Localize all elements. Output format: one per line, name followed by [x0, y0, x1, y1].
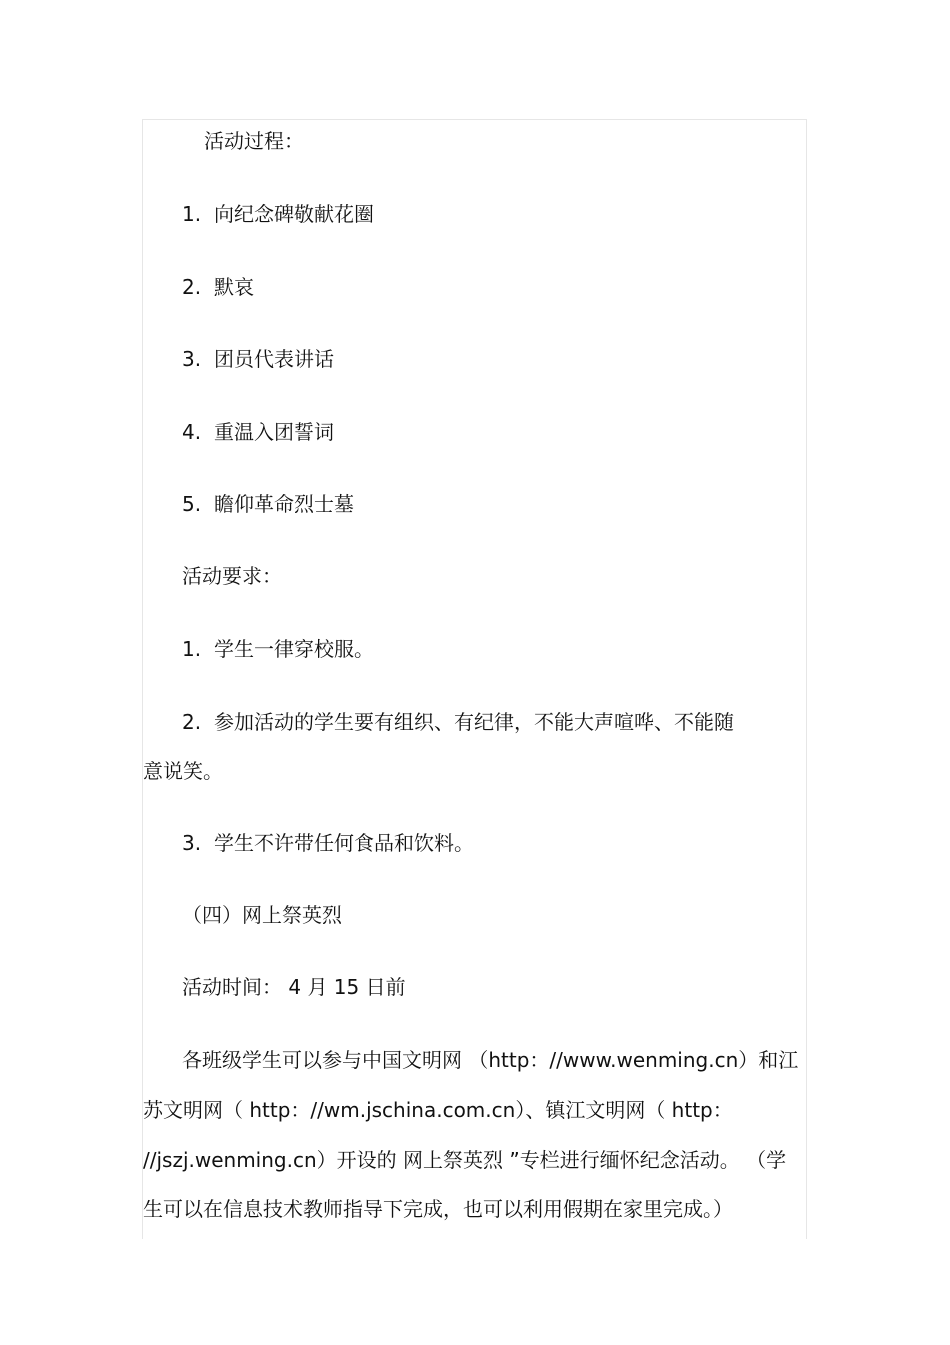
list-number: 2. [182, 710, 202, 734]
list-text: 团员代表讲话 [214, 347, 334, 371]
list-text: 参加活动的学生要有组织、有纪律，不能大声喧哗、不能随 [214, 710, 734, 734]
process-item-5 [182, 490, 354, 518]
requirement-1 [182, 635, 374, 663]
paragraph-line-4: 生可以在信息技术教师指导下完成，也可以利用假期在家里完成。） [143, 1197, 733, 1221]
list-number: 2. [182, 275, 202, 299]
requirement-2 [182, 708, 734, 736]
list-text: 重温入团誓词 [214, 420, 334, 444]
list-number: 3. [182, 831, 202, 855]
activity-time: 活动时间： 4 月 15 日前 [182, 975, 406, 999]
list-text: 瞻仰革命烈士墓 [214, 492, 354, 516]
requirement-2-continuation: 意说笑。 [143, 759, 223, 783]
list-number: 3. [182, 347, 202, 371]
list-text: 默哀 [214, 275, 254, 299]
process-heading: 活动过程： [204, 129, 304, 153]
list-text: 向纪念碑敬献花圈 [214, 202, 374, 226]
process-item-2 [182, 273, 254, 301]
requirement-3 [182, 829, 474, 857]
process-item-4 [182, 418, 334, 446]
list-number: 1. [182, 637, 202, 661]
process-item-1 [182, 200, 374, 228]
section-four-title: （四）网上祭英烈 [182, 903, 342, 927]
paragraph-line-3: //jszj.wenming.cn）开设的 网上祭英烈 ”专栏进行缅怀纪念活动。 （学 [143, 1148, 787, 1172]
requirements-heading: 活动要求： [182, 564, 282, 588]
process-item-3 [182, 345, 334, 373]
paragraph-line-2: 苏文明网（ http：//wm.jschina.com.cn）、镇江文明网（ http： [143, 1098, 733, 1122]
list-number: 5. [182, 492, 202, 516]
list-text: 学生不许带任何食品和饮料。 [214, 831, 474, 855]
list-number: 4. [182, 420, 202, 444]
list-text: 学生一律穿校服。 [214, 637, 374, 661]
list-number: 1. [182, 202, 202, 226]
paragraph-line-1: 各班级学生可以参与中国文明网 （http：//www.wenming.cn）和江 [182, 1048, 799, 1072]
